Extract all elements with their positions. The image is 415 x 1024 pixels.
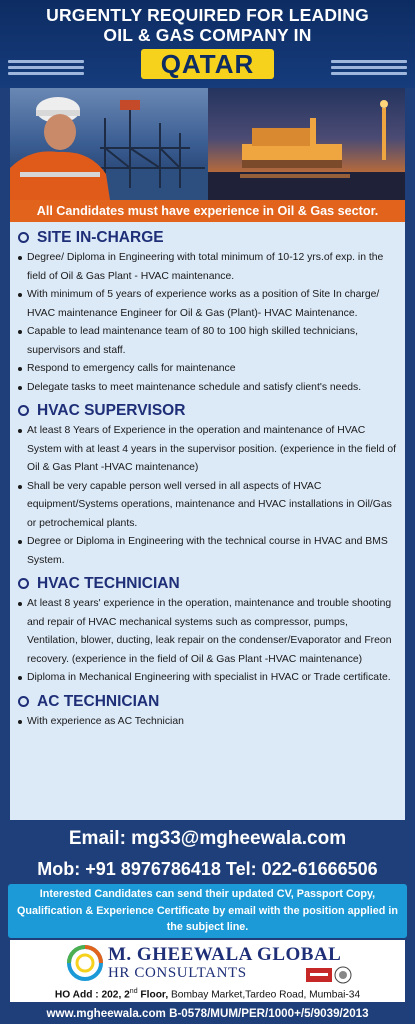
ring-bullet-icon [18,696,29,707]
company-name: M. GHEEWALA GLOBAL [108,944,342,965]
section-site-in-charge [18,228,399,397]
ring-bullet-icon [18,578,29,589]
list-item: With experience as AC Technician [18,713,399,732]
ring-bullet-icon [18,232,29,243]
job-listings [10,222,405,820]
section-title: HVAC TECHNICIAN [37,575,180,592]
list-item: Degree or Diploma in Engineering with the technical course in HVAC and BMS System. [18,533,399,570]
country-badge: QATAR [141,49,275,79]
section-hvac-technician [18,574,399,688]
list-item: Diploma in Mechanical Engineering with specialist in HVAC or Trade certificate. [18,669,399,688]
list-item: Degree/ Diploma in Engineering with total minimum of 10-12 yrs.of exp. in the field of Oil & Gas Plant - HVAC maintenance. [18,249,399,286]
section-hvac-supervisor [18,401,399,570]
section-title: HVAC SUPERVISOR [37,402,186,419]
oil-rig-illustration [10,88,405,200]
decorative-stripes-left [8,60,84,78]
list-item: Shall be very capable person well versed in all aspects of HVAC equipment/Systems operations, maintenance and HVAC installations in Oil/Gas or petrochemical plants. [18,478,399,534]
header [0,0,415,88]
requirements-list [18,422,399,570]
headline-line-2: OIL & GAS COMPANY IN [103,25,312,45]
list-item: With minimum of 5 years of experience works as a position of Site In charge/ HVAC maintenance Engineer for Oil & Gas (Plant)- HVAC Maintenance. [18,286,399,323]
application-instructions: Interested Candidates can send their updated CV, Passport Copy, Qualification & Experience Certificate by email with the position applied in the subject line. [8,884,407,938]
ring-bullet-icon [18,405,29,416]
section-title: AC TECHNICIAN [37,692,160,710]
decorative-stripes-right [331,60,407,78]
list-item: Delegate tasks to meet maintenance schedule and satisfy client's needs. [18,379,399,398]
certification-badge-icon [306,966,352,984]
list-item: At least 8 years' experience in the operation, maintenance and trouble shooting and repair of HVAC mechanical systems such as compressor, pumps, Ventilation, blower, ducting, leak repair on the condenser/Evaporator and Freon recovery. (experience in the field of Oil & Gas Plant -HVAC maintenance) [18,595,399,669]
section-title: SITE IN-CHARGE [37,229,164,246]
list-item: Capable to lead maintenance team of 80 to 100 high skilled technicians, supervisors and staff. [18,323,399,360]
company-subtitle: HR CONSULTANTS [108,965,247,981]
company-card [10,940,405,1002]
requirement-banner: All Candidates must have experience in Oil & Gas sector. [10,200,405,222]
list-item: Respond to emergency calls for maintenance [18,360,399,379]
headline-line-1: URGENTLY REQUIRED FOR LEADING [46,5,369,25]
email-line[interactable]: Email: mg33@mgheewala.com [68,828,347,849]
section-ac-technician [18,692,399,732]
head-office-address: HO Add : 202, 2nd Floor, Bombay Market,Tardeo Road, Mumbai-34 [54,988,361,1001]
oil-rig-photo [10,88,405,200]
phone-line[interactable]: Mob: +91 8976786418 Tel: 022-61666506 [37,859,378,879]
company-logo-icon [66,944,104,982]
requirements-list [18,713,399,732]
footer-website-license[interactable]: www.mgheewala.com B-0578/MUM/PER/1000+/5/9039/2013 [46,1007,369,1020]
requirements-list [18,249,399,397]
list-item: At least 8 Years of Experience in the operation and maintenance of HVAC System with at least 4 years in the supervisor position. (experience in the field of Oil & Gas Plant -HVAC maintenance) [18,422,399,478]
requirements-list [18,595,399,688]
